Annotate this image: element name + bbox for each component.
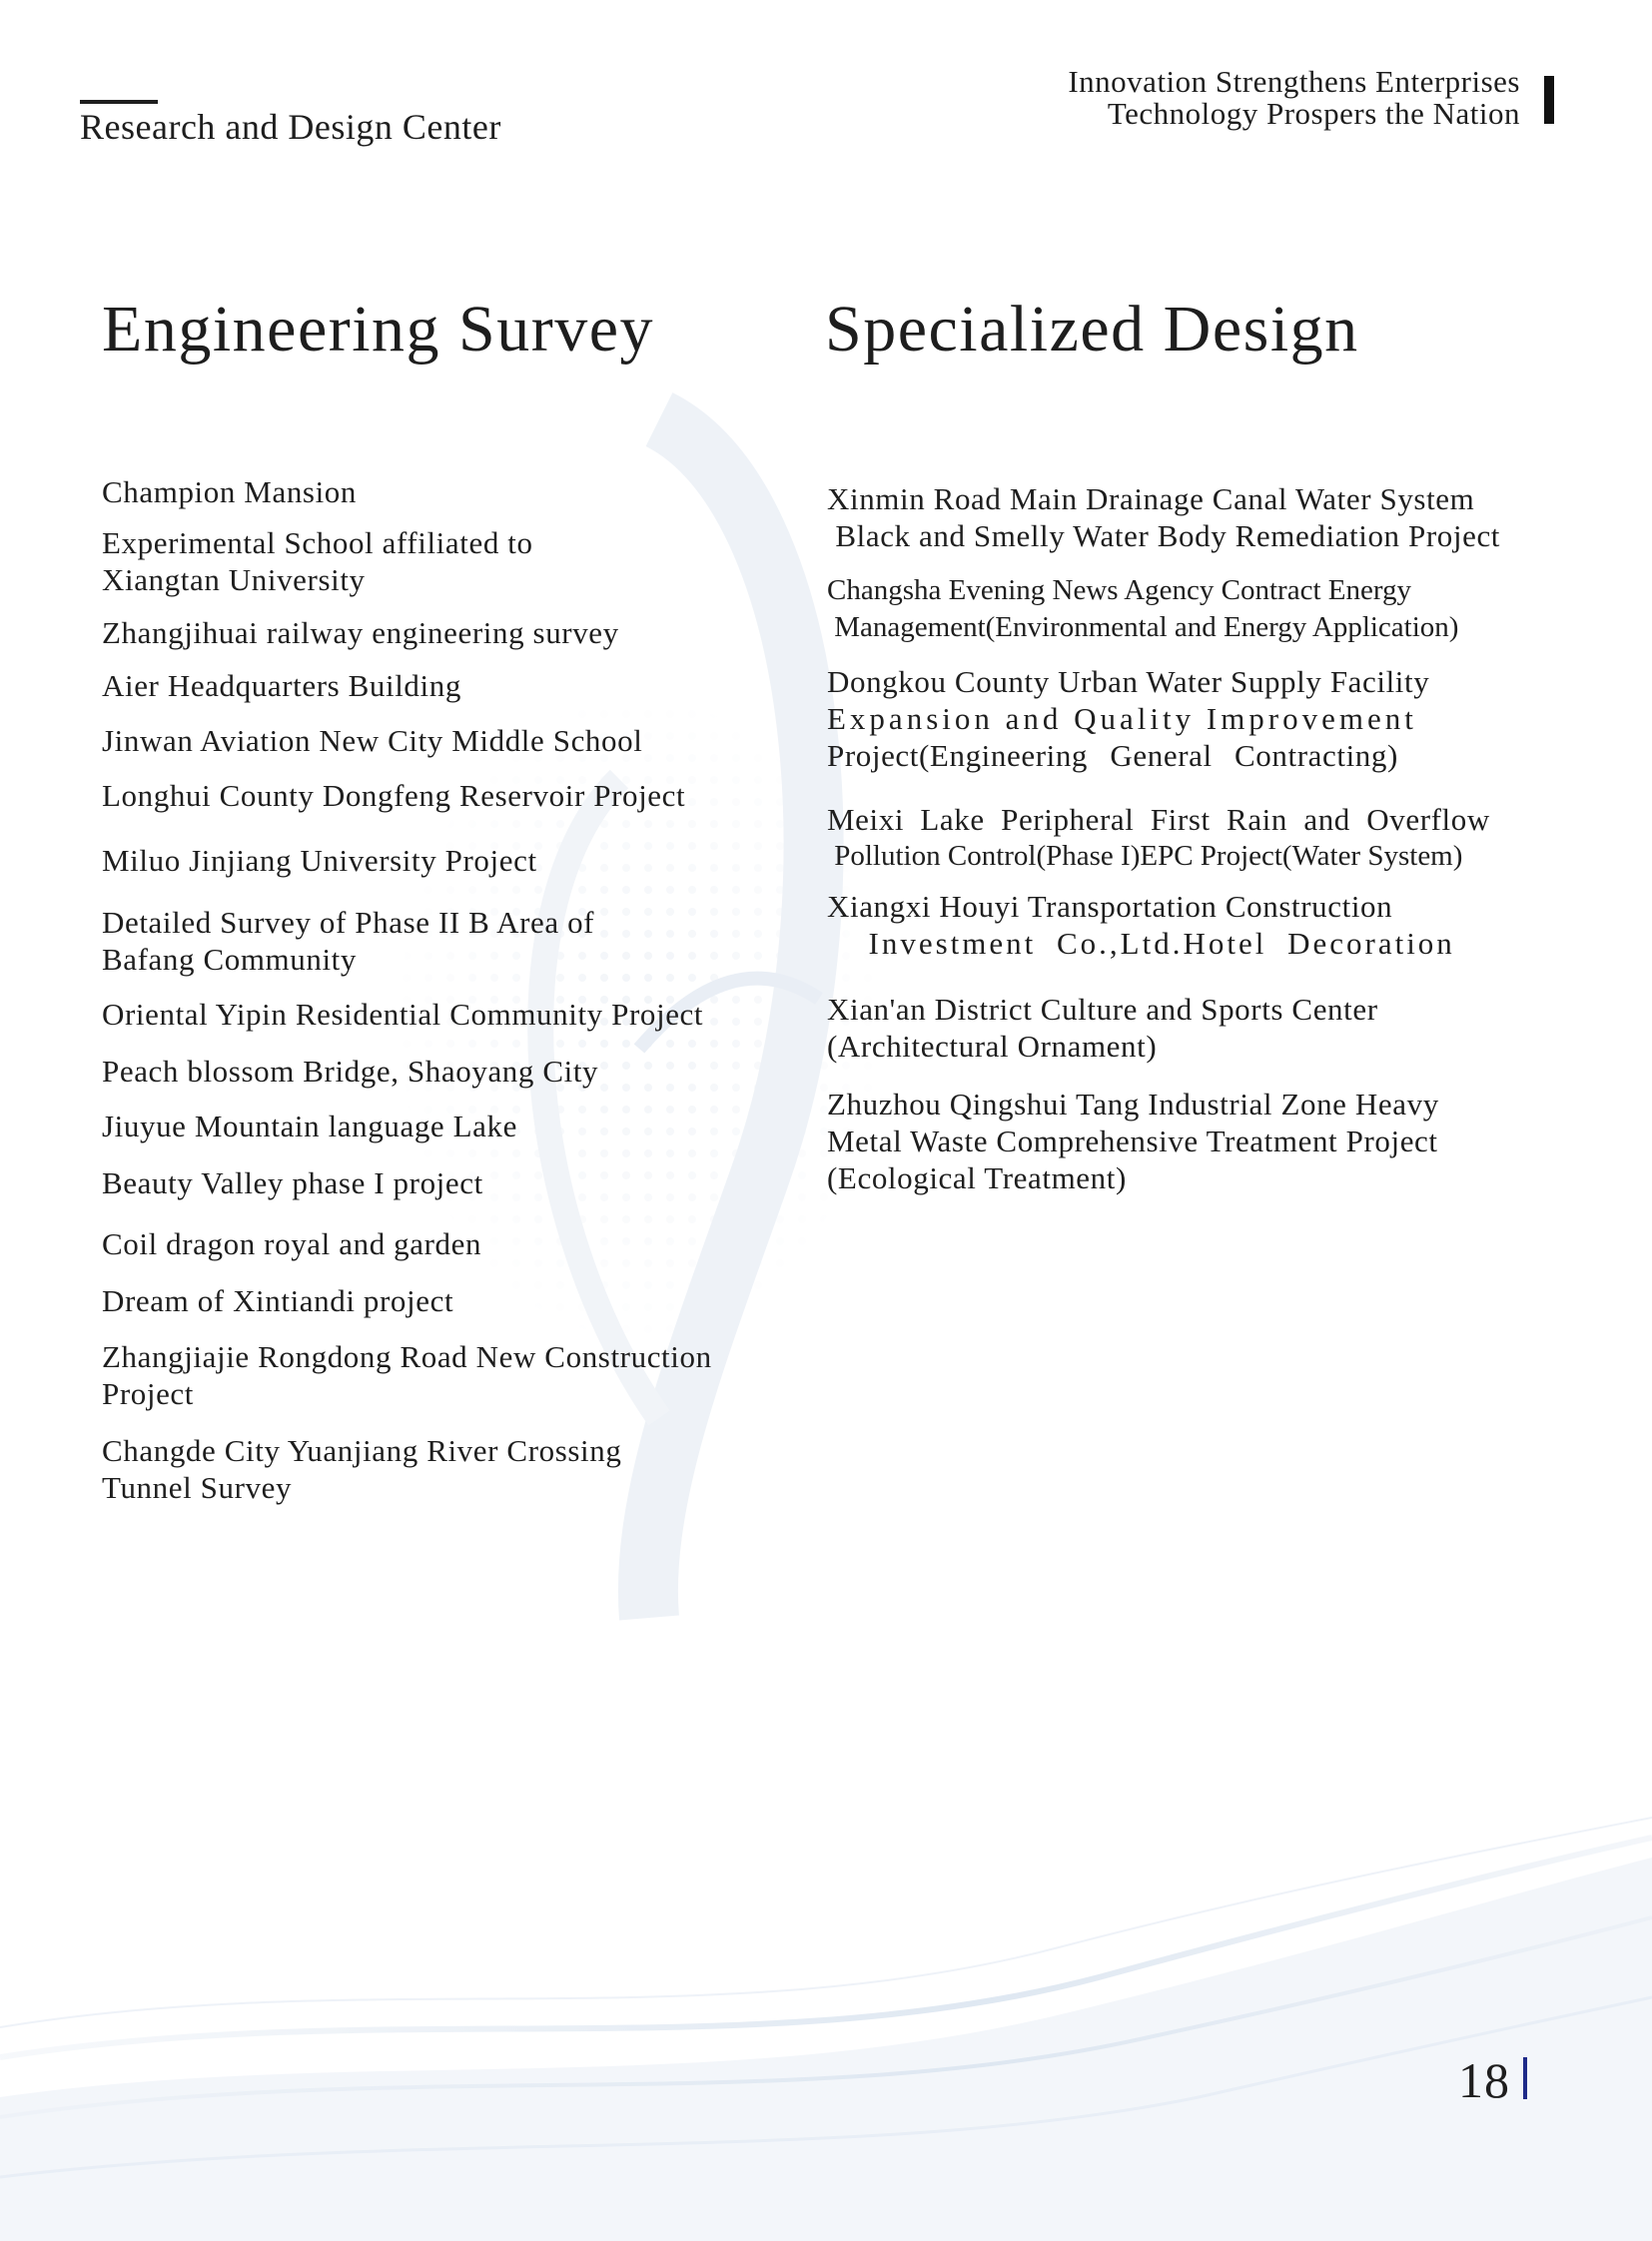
- specialized-design-title: Specialized Design: [825, 293, 1359, 366]
- list-item: Beauty Valley phase I project: [102, 1165, 483, 1200]
- list-item: Xiangxi Houyi Transportation Construction Investment Co.,Ltd.Hotel Decoration: [827, 889, 1455, 961]
- engineering-survey-title: Engineering Survey: [102, 293, 655, 366]
- list-item: Dream of Xintiandi project: [102, 1283, 454, 1318]
- list-item: Changde City Yuanjiang River Crossing Tunnel Survey: [102, 1433, 622, 1505]
- list-item: Xinmin Road Main Drainage Canal Water System Black and Smelly Water Body Remediation Project: [827, 481, 1501, 553]
- list-item: Aier Headquarters Building: [102, 668, 461, 703]
- list-item: Miluo Jinjiang University Project: [102, 843, 537, 878]
- slogan-line-1: Innovation Strengthens Enterprises: [1068, 64, 1520, 99]
- list-item: Xian'an District Culture and Sports Center (Architectural Ornament): [827, 992, 1378, 1064]
- list-item: Experimental School affiliated to Xiangtan University: [102, 525, 533, 597]
- section-name: Research and Design Center: [80, 107, 501, 147]
- list-item: Jinwan Aviation New City Middle School: [102, 723, 643, 758]
- slogan: [1068, 66, 1520, 130]
- list-item: Zhuzhou Qingshui Tang Industrial Zone Heavy Metal Waste Comprehensive Treatment Project (Ecological Treatment): [827, 1087, 1439, 1195]
- wave-decoration: [0, 1818, 1652, 2241]
- header-bar: [1544, 76, 1554, 124]
- list-item: Meixi Lake Peripheral First Rain and Overflow Pollution Control(Phase I)EPC Project(Water System): [827, 802, 1490, 872]
- list-item: Zhangjihuai railway engineering survey: [102, 615, 619, 650]
- slogan-line-2: Technology Prospers the Nation: [1107, 96, 1520, 131]
- list-item: Changsha Evening News Agency Contract Energy Management(Environmental and Energy Application): [827, 574, 1459, 643]
- page-number-bar: [1523, 2057, 1527, 2099]
- list-item: Detailed Survey of Phase II B Area of Bafang Community: [102, 905, 595, 977]
- list-item: Oriental Yipin Residential Community Project: [102, 997, 704, 1032]
- list-item: Longhui County Dongfeng Reservoir Project: [102, 778, 686, 813]
- list-item: Zhangjiajie Rongdong Road New Construction Project: [102, 1339, 712, 1411]
- header-rule: [80, 100, 158, 104]
- list-item: Champion Mansion: [102, 474, 358, 509]
- list-item: Coil dragon royal and garden: [102, 1226, 482, 1261]
- list-item: Dongkou County Urban Water Supply Facility Expansion and Quality Improvement Project(Engineering General Contracting): [827, 664, 1430, 773]
- page-number: 18: [1458, 2052, 1510, 2108]
- list-item: Jiuyue Mountain language Lake: [102, 1109, 517, 1143]
- list-item: Peach blossom Bridge, Shaoyang City: [102, 1054, 599, 1089]
